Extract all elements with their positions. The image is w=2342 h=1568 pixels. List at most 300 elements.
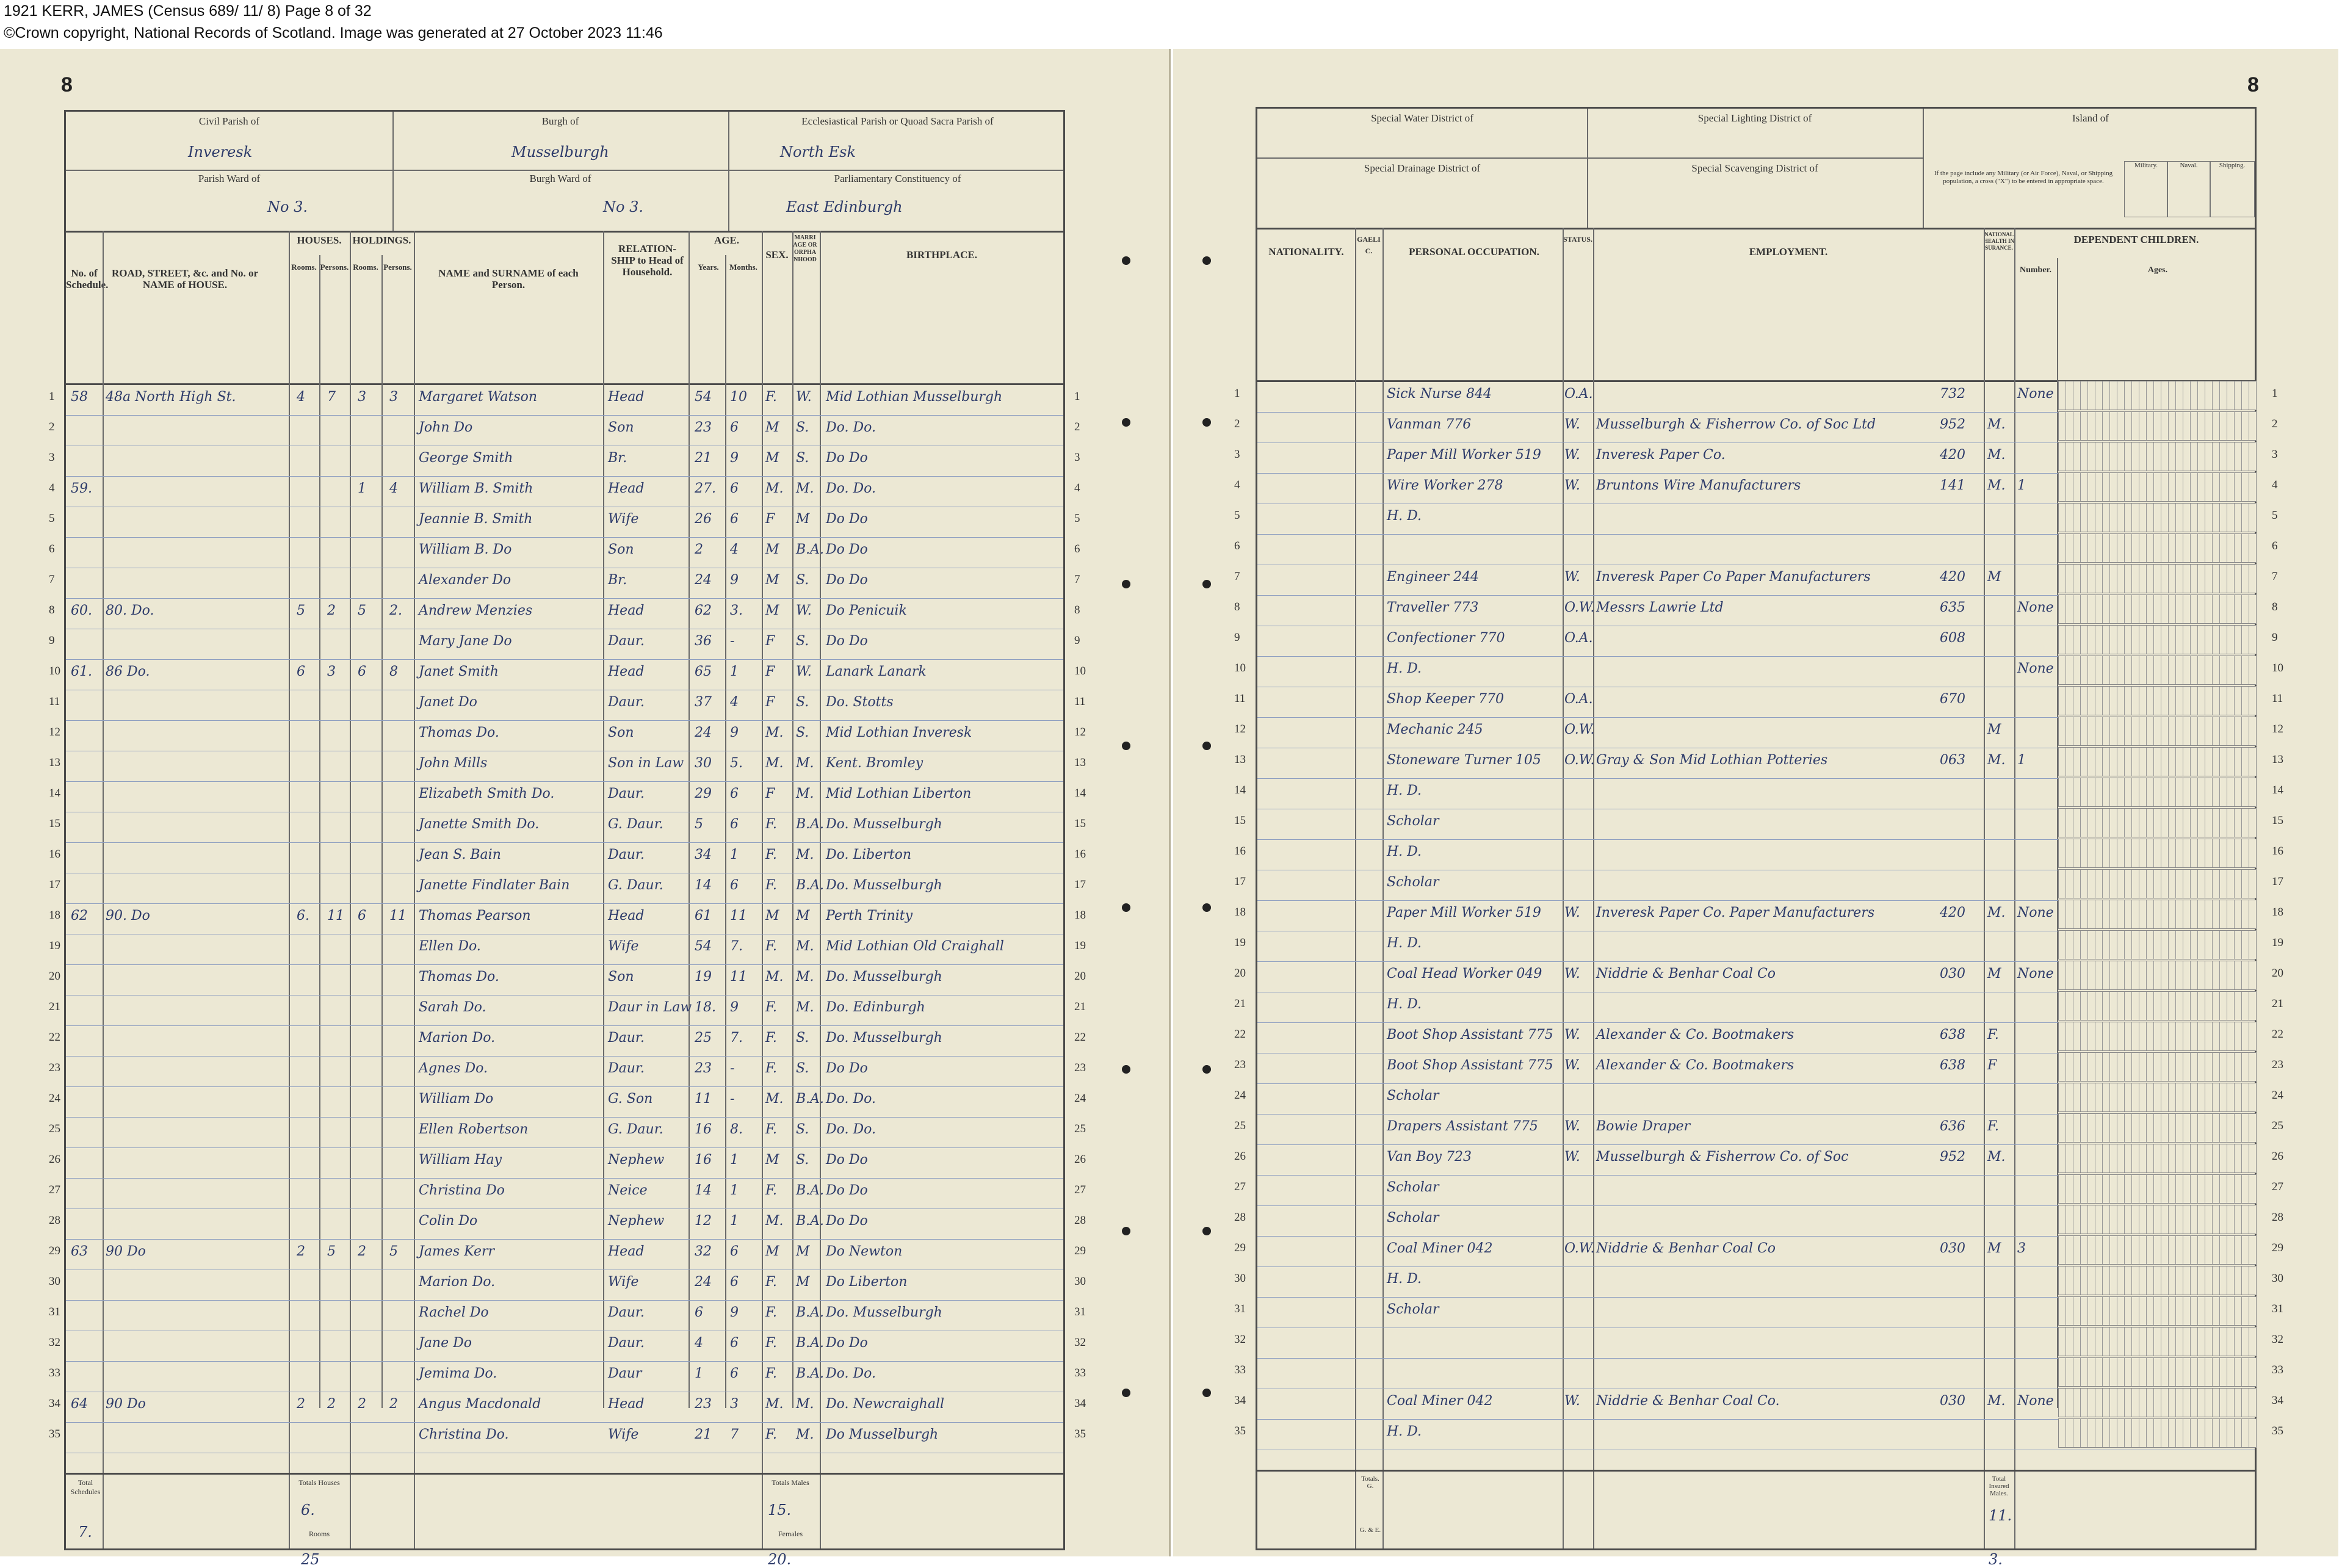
- cell-sex: F: [765, 634, 775, 649]
- punch-hole: [1202, 256, 1211, 265]
- row-number: 24: [1234, 1089, 1246, 1102]
- cell-rel: G. Daur.: [608, 817, 663, 832]
- cell-rel: Daur.: [608, 634, 645, 649]
- table-row: [1257, 960, 2255, 992]
- parish-ward-label: Parish Ward of: [198, 173, 261, 184]
- cell-dep: None: [2017, 905, 2054, 920]
- cell-ins: M.: [1987, 417, 2006, 432]
- row-number: 25: [49, 1122, 60, 1135]
- cell-mar: S.: [796, 725, 809, 740]
- row-number: 30: [1234, 1272, 1246, 1285]
- cell-mar: M.: [796, 1000, 814, 1015]
- row-number: 28: [2272, 1211, 2283, 1224]
- row-number: 23: [1234, 1058, 1246, 1071]
- row-number: 33: [49, 1367, 60, 1379]
- cell-emp: Inveresk Paper Co. Paper Manufacturers: [1596, 905, 1875, 920]
- header-copyright: ©Crown copyright, National Records of Scotland. Image was generated at 27 October 2023 11:46: [4, 24, 663, 42]
- row-number: 34: [1234, 1394, 1246, 1407]
- table-row: [1257, 869, 2255, 901]
- ages-grid: [2058, 656, 2257, 685]
- row-number: 1: [1074, 390, 1080, 403]
- cell-st: O.A.: [1564, 630, 1593, 646]
- cell-code: 952: [1940, 417, 1965, 432]
- header-status: STATUS.: [1563, 235, 1592, 244]
- row-number: 17: [1234, 875, 1246, 888]
- row-number: 5: [2272, 509, 2278, 522]
- row-number: 4: [1074, 482, 1080, 494]
- header-holdings: HOLDINGS.: [352, 234, 411, 246]
- cell-mar: W.: [796, 664, 812, 679]
- cell-occ: Vanman 776: [1387, 417, 1472, 432]
- cell-lr: 3: [358, 389, 366, 405]
- cell-rel: Br.: [608, 450, 627, 466]
- cell-st: W.: [1564, 905, 1580, 920]
- row-number: 4: [1234, 479, 1240, 491]
- cell-road: 86 Do.: [106, 664, 150, 679]
- cell-name: Janette Findlater Bain: [419, 878, 570, 893]
- cell-birth: Do Do: [826, 634, 868, 649]
- punch-hole: [1122, 418, 1130, 427]
- shipping-box: Shipping.: [2210, 161, 2255, 217]
- cell-occ: H. D.: [1387, 508, 1422, 524]
- cell-yrs: 54: [695, 939, 712, 954]
- cell-mos: 6: [730, 817, 739, 832]
- row-number: 21: [49, 1000, 60, 1013]
- cell-sched: 62: [71, 908, 88, 923]
- table-row: [1257, 472, 2255, 504]
- table-row: [1257, 1204, 2255, 1237]
- ages-grid: [2058, 1327, 2257, 1356]
- cell-birth: Do. Newcraighall: [826, 1396, 945, 1412]
- row-number: 34: [1074, 1397, 1086, 1410]
- cell-ins: M.: [1987, 447, 2006, 463]
- cell-rel: Daur: [608, 1366, 642, 1381]
- row-number: 20: [2272, 967, 2283, 980]
- cell-mar: B.A.: [796, 542, 825, 557]
- cell-birth: Do Do: [826, 1061, 868, 1076]
- cell-occ: Wire Worker 278: [1387, 478, 1503, 493]
- row-number: 30: [1074, 1275, 1086, 1288]
- header-occupation: PERSONAL OCCUPATION.: [1409, 246, 1539, 258]
- table-row: [1257, 1357, 2255, 1389]
- right-footer: [1257, 1470, 2255, 1568]
- ages-grid: [2058, 930, 2257, 959]
- row-number: 14: [1074, 787, 1086, 800]
- row-number: 15: [2272, 814, 2283, 827]
- cell-ins: F: [1987, 1058, 1997, 1073]
- cell-rel: Head: [608, 389, 645, 405]
- right-page: [1173, 49, 2338, 1568]
- cell-rel: G. Daur.: [608, 878, 663, 893]
- table-row: [66, 627, 1063, 660]
- table-row: [66, 688, 1063, 721]
- cell-mos: 6: [730, 878, 739, 893]
- punch-hole: [1122, 1389, 1130, 1397]
- island-label: Island of: [2072, 112, 2109, 124]
- cell-sex: F.: [765, 1122, 777, 1137]
- row-number: 24: [2272, 1089, 2283, 1102]
- table-row: [1257, 991, 2255, 1023]
- special-lighting-label: Special Lighting District of: [1697, 112, 1812, 124]
- cell-birth: Do. Do.: [826, 1122, 876, 1137]
- cell-occ: Coal Head Worker 049: [1387, 966, 1542, 981]
- punch-hole: [1122, 903, 1130, 912]
- cell-mar: B.A.: [796, 817, 825, 832]
- cell-birth: Mid Lothian Musselburgh: [826, 389, 1003, 405]
- cell-hp: 11: [327, 908, 344, 923]
- table-row: [1257, 563, 2255, 596]
- cell-dep: None: [2017, 1393, 2054, 1409]
- cell-mar: M.: [796, 1396, 814, 1412]
- row-number: 24: [49, 1092, 60, 1105]
- row-number: 29: [2272, 1241, 2283, 1254]
- cell-mos: 3.: [730, 603, 743, 618]
- cell-yrs: 24: [695, 1274, 712, 1290]
- burgh-label: Burgh of: [541, 115, 579, 127]
- cell-sex: M: [765, 573, 779, 588]
- row-number: 16: [1234, 845, 1246, 858]
- left-footer: [66, 1473, 1063, 1568]
- ages-grid: [2058, 1296, 2257, 1326]
- ages-grid: [2058, 381, 2257, 410]
- row-number: 13: [1234, 753, 1246, 766]
- cell-hp: 7: [327, 389, 336, 405]
- header-schedule: No. of Schedule.: [66, 267, 109, 291]
- cell-rel: Son: [608, 420, 634, 435]
- totals-g-label: Totals. G.: [1361, 1475, 1379, 1490]
- row-number: 30: [49, 1275, 60, 1288]
- cell-mos: -: [730, 634, 735, 649]
- table-row: [66, 566, 1063, 599]
- cell-emp: Alexander & Co. Bootmakers: [1596, 1027, 1794, 1042]
- cell-sched: 60.: [71, 603, 92, 618]
- row-number: 10: [49, 665, 60, 677]
- header-holding-rooms: Rooms.: [353, 262, 378, 272]
- cell-sex: M: [765, 1244, 779, 1259]
- cell-sex: F.: [765, 1183, 777, 1198]
- cell-name: Alexander Do: [419, 573, 511, 588]
- ages-grid: [2058, 1052, 2257, 1082]
- cell-mar: M.: [796, 939, 814, 954]
- right-page-number: 8: [2247, 73, 2259, 96]
- row-number: 31: [2272, 1302, 2283, 1315]
- row-number: 11: [2272, 692, 2283, 705]
- table-row: [1257, 380, 2255, 413]
- cell-yrs: 37: [695, 695, 712, 710]
- row-number: 12: [1074, 726, 1086, 739]
- cell-sched: 58: [71, 389, 88, 405]
- cell-sex: F.: [765, 1030, 777, 1046]
- row-number: 11: [49, 695, 60, 708]
- header-house-persons: Persons.: [320, 262, 349, 272]
- row-number: 1: [2272, 387, 2278, 400]
- cell-name: Jean S. Bain: [419, 847, 501, 862]
- cell-lr: 1: [358, 481, 366, 496]
- cell-name: William B. Do: [419, 542, 512, 557]
- row-number: 7: [49, 573, 55, 586]
- row-number: 25: [1074, 1122, 1086, 1135]
- row-number: 27: [49, 1183, 60, 1196]
- cell-lp: 3: [389, 389, 398, 405]
- row-number: 29: [1234, 1241, 1246, 1254]
- cell-occ: H. D.: [1387, 844, 1422, 859]
- cell-mos: 7.: [730, 1030, 743, 1046]
- cell-lp: 2.: [389, 603, 402, 618]
- cell-sex: F.: [765, 878, 777, 893]
- table-row: [66, 1238, 1063, 1270]
- table-row: [1257, 1052, 2255, 1084]
- table-row: [66, 994, 1063, 1026]
- table-row: [66, 1055, 1063, 1087]
- cell-mar: B.A.: [796, 1335, 825, 1351]
- cell-birth: Do. Do.: [826, 481, 876, 496]
- cell-name: Janet Smith: [419, 664, 499, 679]
- row-number: 3: [49, 451, 55, 464]
- cell-yrs: 30: [695, 756, 712, 771]
- cell-occ: Scholar: [1387, 1210, 1439, 1226]
- cell-name: Janette Smith Do.: [419, 817, 540, 832]
- cell-sex: M.: [765, 969, 784, 985]
- cell-birth: Do. Edinburgh: [826, 1000, 925, 1015]
- cell-mos: 11: [730, 908, 747, 923]
- cell-mar: S.: [796, 1061, 809, 1076]
- cell-rel: Son: [608, 542, 634, 557]
- cell-birth: Do. Stotts: [826, 695, 894, 710]
- cell-emp: Inveresk Paper Co.: [1596, 447, 1726, 463]
- row-number: 13: [2272, 753, 2283, 766]
- cell-birth: Do. Musselburgh: [826, 1305, 942, 1320]
- cell-dep: 3: [2017, 1241, 2026, 1256]
- ages-grid: [2058, 1174, 2257, 1204]
- cell-rel: Head: [608, 603, 645, 618]
- cell-mos: 5.: [730, 756, 743, 771]
- table-row: [66, 902, 1063, 934]
- row-number: 14: [49, 787, 60, 800]
- cell-sex: F.: [765, 1335, 777, 1351]
- cell-mar: M.: [796, 756, 814, 771]
- cell-birth: Do. Do.: [826, 1366, 876, 1381]
- cell-occ: H. D.: [1387, 997, 1422, 1012]
- row-number: 27: [1074, 1183, 1086, 1196]
- row-number: 3: [1234, 448, 1240, 461]
- row-number: 12: [49, 726, 60, 739]
- row-number: 31: [1074, 1306, 1086, 1318]
- row-number: 35: [2272, 1425, 2283, 1437]
- cell-name: Andrew Menzies: [419, 603, 533, 618]
- cell-hp: 2: [327, 603, 336, 618]
- cell-ins: F.: [1987, 1027, 1999, 1042]
- cell-road: 80. Do.: [106, 603, 154, 618]
- cell-occ: Engineer 244: [1387, 569, 1480, 585]
- cell-mos: 1: [730, 847, 739, 862]
- row-number: 32: [2272, 1333, 2283, 1346]
- image-header: [0, 0, 2342, 49]
- header-ages: Ages.: [2147, 266, 2168, 275]
- ages-grid: [2058, 961, 2257, 990]
- punch-hole: [1202, 1065, 1211, 1074]
- cell-code: 732: [1940, 386, 1965, 402]
- table-row: [66, 1146, 1063, 1179]
- ages-grid: [2058, 747, 2257, 776]
- totals-houses-label: Totals Houses: [298, 1478, 340, 1487]
- row-number: 29: [49, 1245, 60, 1257]
- table-row: [66, 1177, 1063, 1209]
- cell-dep: None: [2017, 966, 2054, 981]
- cell-yrs: 1: [695, 1366, 703, 1381]
- cell-rel: Daur in Law: [608, 1000, 692, 1015]
- table-row: [66, 933, 1063, 965]
- cell-birth: Do Do: [826, 1213, 868, 1229]
- cell-sex: F.: [765, 1366, 777, 1381]
- cell-occ: H. D.: [1387, 783, 1422, 798]
- cell-name: Ellen Robertson: [419, 1122, 529, 1137]
- cell-st: O.A.: [1564, 386, 1593, 402]
- cell-yrs: 54: [695, 389, 712, 405]
- row-number: 26: [49, 1153, 60, 1166]
- table-row: [1257, 838, 2255, 870]
- ages-grid: [2058, 503, 2257, 532]
- row-number: 21: [1074, 1000, 1086, 1013]
- punch-hole: [1122, 1065, 1130, 1074]
- cell-sex: M.: [765, 756, 784, 771]
- cell-rel: Head: [608, 481, 645, 496]
- row-number: 15: [1234, 814, 1246, 827]
- cell-sched: 64: [71, 1396, 88, 1412]
- row-number: 15: [49, 817, 60, 830]
- cell-rel: Daur.: [608, 1305, 645, 1320]
- row-number: 7: [1234, 570, 1240, 583]
- cell-name: Christina Do: [419, 1183, 505, 1198]
- cell-occ: Confectioner 770: [1387, 630, 1505, 646]
- cell-occ: Drapers Assistant 775: [1387, 1119, 1538, 1134]
- cell-st: O.W.: [1564, 753, 1595, 768]
- cell-code: 635: [1940, 600, 1965, 615]
- header-title: 1921 KERR, JAMES (Census 689/ 11/ 8) Page 8 of 32: [4, 2, 372, 20]
- cell-sex: M: [765, 420, 779, 435]
- cell-hp: 3: [327, 664, 336, 679]
- cell-yrs: 34: [695, 847, 712, 862]
- table-row: [1257, 441, 2255, 474]
- cell-code: 063: [1940, 753, 1965, 768]
- table-row: [66, 750, 1063, 782]
- cell-birth: Do Penicuik: [826, 603, 907, 618]
- cell-lr: 6: [358, 908, 366, 923]
- cell-mar: M.: [796, 847, 814, 862]
- cell-name: William Do: [419, 1091, 494, 1107]
- cell-emp: Messrs Lawrie Ltd: [1596, 600, 1724, 615]
- insured-males-value: 11.: [1989, 1507, 2012, 1524]
- cell-sex: M: [765, 450, 779, 466]
- table-row: [66, 841, 1063, 873]
- cell-mar: S.: [796, 695, 809, 710]
- ages-grid: [2058, 472, 2257, 502]
- ages-grid: [2058, 991, 2257, 1021]
- cell-mar: M: [796, 1274, 810, 1290]
- cell-birth: Lanark Lanark: [826, 664, 927, 679]
- cell-mos: 1: [730, 664, 739, 679]
- row-number: 6: [1234, 540, 1240, 552]
- cell-yrs: 65: [695, 664, 712, 679]
- cell-name: Sarah Do.: [419, 1000, 486, 1015]
- cell-name: John Do: [419, 420, 473, 435]
- cell-sex: F: [765, 786, 775, 801]
- cell-dep: None: [2017, 600, 2054, 615]
- row-number: 22: [49, 1031, 60, 1044]
- cell-rel: Br.: [608, 573, 627, 588]
- cell-mar: S.: [796, 634, 809, 649]
- row-number: 18: [49, 909, 60, 922]
- cell-rel: Daur.: [608, 847, 645, 862]
- cell-occ: H. D.: [1387, 936, 1422, 951]
- table-row: [66, 383, 1063, 416]
- table-row: [1257, 777, 2255, 809]
- cell-yrs: 16: [695, 1122, 712, 1137]
- cell-sex: M: [765, 603, 779, 618]
- table-row: [66, 963, 1063, 995]
- cell-sex: F: [765, 511, 775, 527]
- cell-ins: M: [1987, 722, 2001, 737]
- military-box: Military.: [2124, 161, 2168, 217]
- cell-mar: B.A.: [796, 1305, 825, 1320]
- ecclesiastical-parish-value: North Esk: [780, 143, 856, 161]
- table-row: [1257, 1143, 2255, 1176]
- cell-mos: 9: [730, 573, 739, 588]
- burgh-ward-value: No 3.: [603, 198, 643, 215]
- cell-dep: None: [2017, 386, 2054, 402]
- table-row: [66, 1116, 1063, 1148]
- table-row: [66, 414, 1063, 446]
- cell-code: 030: [1940, 1241, 1965, 1256]
- cell-sex: M.: [765, 1091, 784, 1107]
- cell-st: O.W.: [1564, 1241, 1595, 1256]
- left-column-headers: [66, 231, 1063, 385]
- cell-mos: 1: [730, 1183, 739, 1198]
- cell-sex: F.: [765, 1000, 777, 1015]
- cell-yrs: 16: [695, 1152, 712, 1168]
- punch-hole: [1202, 1227, 1211, 1235]
- table-row: [66, 536, 1063, 568]
- cell-rel: Daur.: [608, 695, 645, 710]
- header-birthplace: BIRTHPLACE.: [906, 249, 978, 261]
- cell-yrs: 14: [695, 1183, 712, 1198]
- cell-code: 952: [1940, 1149, 1965, 1165]
- cell-yrs: 24: [695, 725, 712, 740]
- cell-code: 638: [1940, 1027, 1965, 1042]
- ages-grid: [2058, 1266, 2257, 1295]
- row-number: 32: [1234, 1333, 1246, 1346]
- ages-grid: [2058, 1357, 2257, 1387]
- cell-code: 608: [1940, 630, 1965, 646]
- cell-name: William B. Smith: [419, 481, 533, 496]
- cell-occ: Shop Keeper 770: [1387, 692, 1505, 707]
- cell-mos: 6: [730, 1335, 739, 1351]
- cell-name: Janet Do: [419, 695, 477, 710]
- row-number: 10: [1234, 662, 1246, 674]
- cell-sched: 61.: [71, 664, 92, 679]
- cell-mos: 1: [730, 1152, 739, 1168]
- cell-birth: Kent. Bromley: [826, 756, 923, 771]
- row-number: 21: [1234, 997, 1246, 1010]
- cell-emp: Musselburgh & Fisherrow Co. of Soc: [1596, 1149, 1849, 1165]
- table-row: [1257, 807, 2255, 840]
- right-column-headers: [1257, 228, 2255, 382]
- cell-mos: -: [730, 1091, 735, 1107]
- row-number: 34: [2272, 1394, 2283, 1407]
- cell-ins: M.: [1987, 1149, 2006, 1165]
- cell-yrs: 4: [695, 1335, 703, 1351]
- ages-grid: [2058, 1113, 2257, 1143]
- parish-ward-value: No 3.: [267, 198, 308, 215]
